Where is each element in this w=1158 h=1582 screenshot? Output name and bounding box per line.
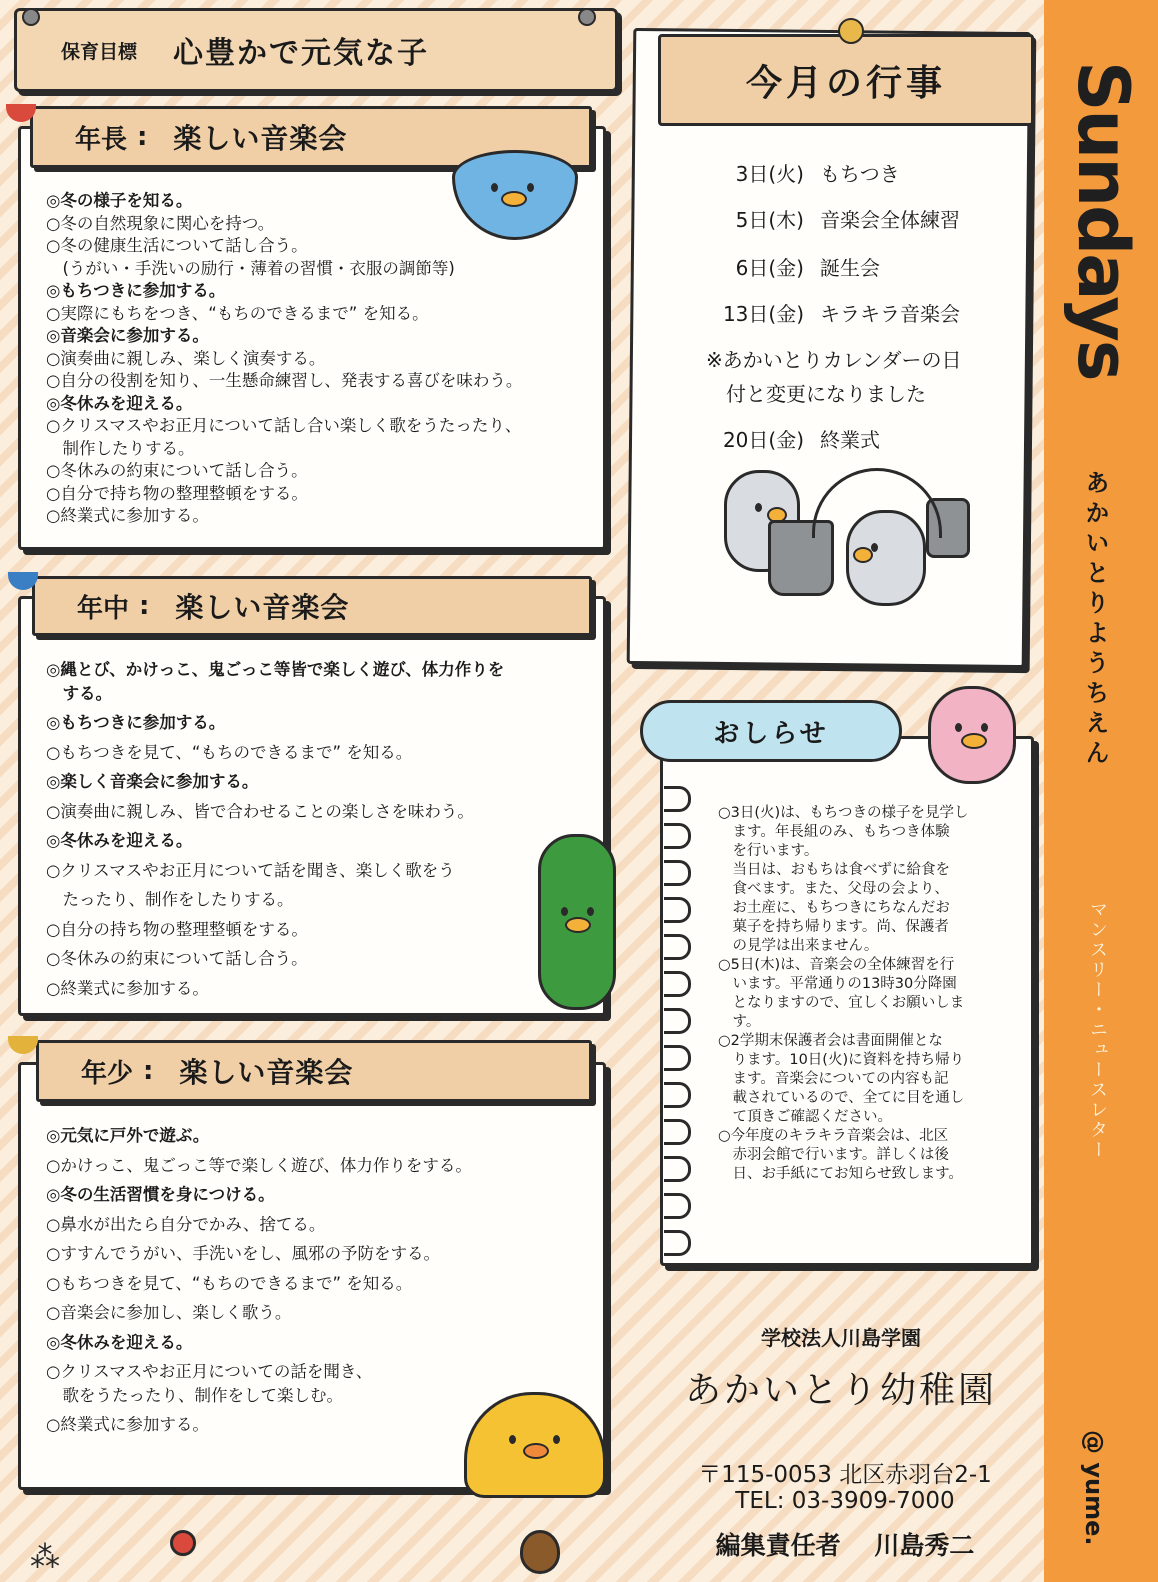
notice-line: お土産に、もちつきにちなんだお [718,900,950,916]
list-item: ○冬休みの約束について話し合う。 [46,461,308,480]
notice-title: おしらせ [640,700,902,762]
list-item: たったり、制作をしたりする。 [46,890,294,909]
list-item: ◎元気に戸外で遊ぶ。 [46,1126,210,1145]
list-item: ◎冬の生活習慣を身につける。 [46,1185,275,1204]
notice-line: 菓子を持ち帰ります。尚、保護者 [718,919,949,935]
event-date: 20日(金) [722,428,804,452]
ring-icon [664,786,691,812]
list-item: する。 [46,683,112,703]
telephone: TEL: 03-3909-7000 [735,1488,955,1514]
ring-icon [664,1193,691,1219]
notice-line: 日、お手紙にてお知らせ致します。 [718,1166,963,1182]
ring-icon [664,1045,691,1071]
middle-tab [32,576,592,636]
list-item: ○もちつきを見て、“もちのできるまで” を知る。 [46,742,413,762]
list-item: ○終業式に参加する。 [46,506,209,525]
ring-icon [664,1008,691,1034]
section-title: 楽しい音楽会 [175,591,350,624]
twig-icon: ⁂ [30,1540,60,1575]
ring-icon [664,860,691,886]
list-item: (うがい・手洗いの励行・薄着の習慣・衣服の調節等) [46,258,455,278]
event-row [700,252,880,281]
ring-icon [664,1156,691,1182]
list-item: ○冬休みの約束について話し合う。 [46,949,308,968]
notice-line: 赤羽会館で行います。詳しくは後 [718,1147,949,1163]
list-item: ◎楽しく音楽会に参加する。 [46,772,259,791]
ring-icon [664,1119,691,1145]
event-row [700,424,880,453]
notice-line: ○3日(火)は、もちつきの様子を見学し [718,805,969,821]
newsletter-subtitle: マンスリー・ニュースレター [1087,900,1108,1160]
event-name: キラキラ音楽会 [820,302,960,326]
pin-icon [838,18,864,44]
list-item: ○クリスマスやお正月について話し合い楽しく歌をうたったり、 [46,416,522,435]
list-item: ○クリスマスやお正月についての話を聞き、 [46,1362,373,1381]
ring-icon [664,1230,691,1256]
junior-tab [36,1040,592,1102]
separator: : [137,122,148,152]
list-item: ○もちつきを見て、“もちのできるまで” を知る。 [46,1273,413,1293]
events-title: 今月の行事 [658,34,1034,126]
notice-line: ○2学期末保護者会は書面開催とな [718,1033,943,1049]
notice-line: ります。10日(火)に資料を持ち帰り [718,1052,965,1068]
list-item: ○終業式に参加する。 [46,1415,209,1434]
nail-icon [22,8,40,26]
hook-icon [8,1036,38,1054]
notice-line: の見学は出来ません。 [718,938,879,954]
goal-label: 保育目標 [61,40,138,63]
list-item: ○クリスマスやお正月について話を聞き、楽しく歌をう [46,860,455,880]
list-item: ◎冬休みを迎える。 [46,831,193,850]
notice-line: ○今年度のキラキラ音楽会は、北区 [718,1128,949,1144]
list-item: 制作したりする。 [46,438,195,458]
school-kana: あかいとりようちえん [1081,470,1109,770]
grade-label: 年少 [81,1058,134,1089]
ring-icon [664,934,691,960]
event-name: 誕生会 [820,256,880,280]
event-note: ※あかいとりカレンダーの日 [706,348,962,372]
notice-line: て頂きご確認ください。 [718,1109,892,1125]
notice-line: 載されているので、全てに目を通し [718,1090,965,1106]
senior-list [46,190,596,528]
list-item: ○自分の役割を知り、一生懸命練習し、発表する喜びを味わう。 [46,371,523,390]
list-item: ○冬の健康生活について話し合う。 [46,236,308,255]
notice-line: ます。年長組のみ、もちつき体験 [718,824,950,840]
list-item: ◎冬休みを迎える。 [46,1332,193,1352]
list-item: ◎音楽会に参加する。 [46,326,209,345]
event-note: 付と変更になりました [706,382,926,406]
event-date: 3日(火) [735,162,804,186]
event-row [700,204,960,233]
list-item: ◎冬の様子を知る。 [46,191,193,210]
notice-line: 食べます。また、父母の会より、 [718,881,949,897]
event-row [700,158,900,187]
event-date: 6日(金) [735,256,804,280]
credit: @ yume. [1080,1430,1108,1546]
notice-line: を行います。 [718,843,819,859]
notice-line: います。平常通りの13時30分降園 [718,976,957,992]
grade-label: 年長 [75,124,128,155]
list-item: ○音楽会に参加し、楽しく歌う。 [46,1303,292,1322]
event-row [700,298,960,327]
section-title: 楽しい音楽会 [173,122,348,155]
list-item: ◎もちつきに参加する。 [46,281,226,300]
acorn-icon [520,1530,560,1574]
pink-chick-icon [928,686,1016,784]
list-item: ○演奏曲に親しみ、皆で合わせることの楽しさを味わう。 [46,801,474,821]
section-title: 楽しい音楽会 [179,1056,354,1089]
address: 〒115-0053 北区赤羽台2-1 [698,1462,992,1488]
event-date: 5日(木) [735,208,804,232]
list-item: ◎冬休みを迎える。 [46,393,193,413]
notice-line: す。 [718,1014,761,1030]
grade-label: 年中 [77,593,130,624]
school-name: あかいとり幼稚園 [684,1370,997,1411]
separator: : [139,591,150,621]
list-item: ○すすんでうがい、手洗いをし、風邪の予防をする。 [46,1244,441,1263]
notice-line: 当日は、おもちは食べずに給食を [718,862,950,878]
list-item: 歌をうたったり、制作をして楽しむ。 [46,1385,343,1405]
ring-icon [664,823,691,849]
notice-line: となりますので、宜しくお願いしま [718,995,965,1011]
notice-line: ○5日(木)は、音楽会の全体練習を行 [718,957,955,973]
list-item: ○終業式に参加する。 [46,978,209,998]
ring-icon [664,897,691,923]
list-item: ○かけっこ、鬼ごっこ等で楽しく遊び、体力作りをする。 [46,1155,472,1175]
middle-list [46,658,596,1006]
event-name: もちつき [820,162,900,186]
separator: : [143,1056,154,1086]
ring-icon [664,971,691,997]
notice-text [718,804,1018,1184]
green-chick-icon [538,834,616,1010]
brand-logo: Sundays [1062,60,1144,380]
berry-icon [170,1530,196,1556]
list-item: ○自分の持ち物の整理整頓をする。 [46,919,308,939]
list-item: ○自分で持ち物の整理整頓をする。 [46,483,308,503]
editor: 編集責任者 川島秀二 [715,1531,975,1560]
event-name: 終業式 [820,428,880,452]
event-date: 13日(金) [722,302,804,326]
list-item: ○鼻水が出たら自分でかみ、捨てる。 [46,1214,326,1234]
nail-icon [578,8,596,26]
goal-banner [14,8,618,92]
list-item: ○冬の自然現象に関心を持つ。 [46,213,275,233]
notice-line: ます。音楽会についての内容も記 [718,1071,949,1087]
event-name: 音楽会全体練習 [820,208,960,232]
list-item: ○演奏曲に親しみ、楽しく演奏する。 [46,348,326,368]
ring-icon [664,1082,691,1108]
corp-name: 学校法人川島学園 [761,1326,921,1350]
list-item: ◎縄とび、かけっこ、鬼ごっこ等皆で楽しく遊び、体力作りを [46,660,505,679]
list-item: ○実際にもちをつき、“もちのできるまで” を知る。 [46,303,429,323]
list-item: ◎もちつきに参加する。 [46,713,226,732]
goal-text: 心豊かで元気な子 [173,36,430,71]
